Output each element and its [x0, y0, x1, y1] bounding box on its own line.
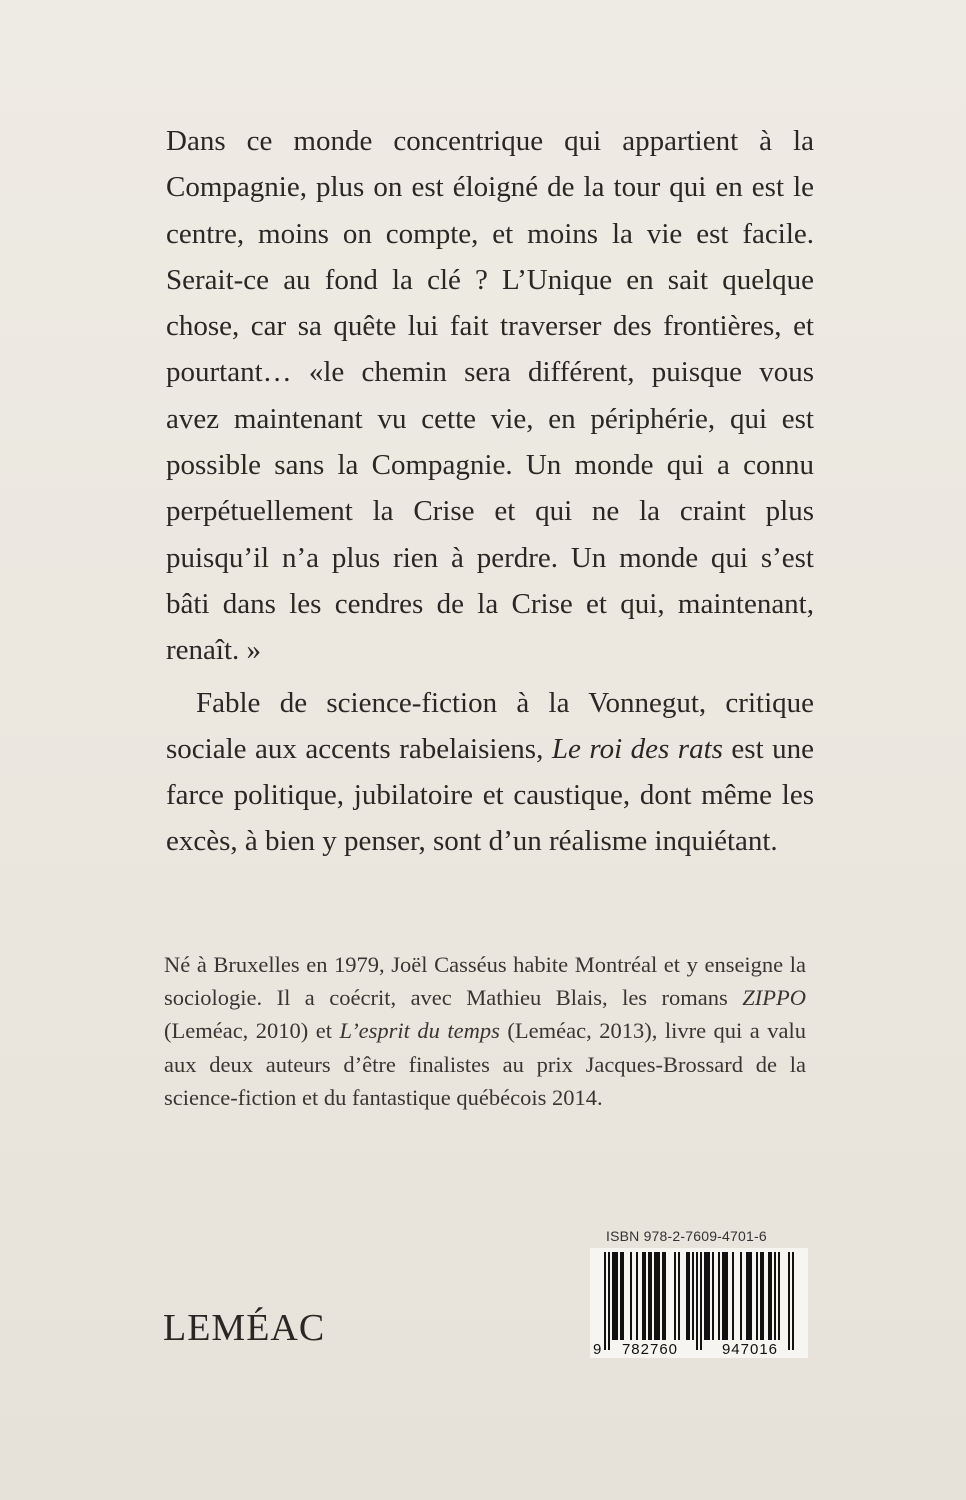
barcode-bar: [792, 1252, 794, 1350]
barcode-bar: [724, 1252, 726, 1340]
blurb-paragraph-2-end: est une farce politique, jubilatoire et caustique, dont même les excès, à bien y penser, sont d’un réalisme inquiétant.: [166, 732, 815, 858]
barcode-bar: [664, 1252, 666, 1340]
barcode-bar: [722, 1252, 724, 1340]
barcode-bar: [608, 1252, 610, 1350]
barcode-bar: [616, 1252, 618, 1340]
blurb-paragraph-2: [166, 680, 814, 865]
barcode-bar: [750, 1252, 752, 1340]
barcode-bar: [788, 1252, 790, 1350]
barcode-bar: [704, 1252, 706, 1340]
bio-part-3: (Leméac, 2013), livre qui a valu aux deux auteurs d’être finalistes au prix Jacques-Brossard de la science-fiction et du fantastique québécois 2014.: [164, 1018, 806, 1110]
barcode-bar: [688, 1252, 690, 1340]
bio-part-2: (Leméac, 2010) et: [164, 1018, 340, 1044]
isbn-label: ISBN 978-2-7609-4701-6: [606, 1228, 767, 1244]
barcode-bar: [622, 1252, 624, 1340]
barcode-bar: [644, 1252, 646, 1340]
barcode-graphic: [590, 1248, 808, 1358]
barcode-bar: [656, 1252, 658, 1340]
barcode-bar: [658, 1252, 660, 1340]
bio-part-1: Né à Bruxelles en 1979, Joël Casséus habite Montréal et y enseigne la sociologie. Il a coécrit, avec Mathieu Blais, les romans: [164, 952, 806, 1011]
barcode-bar: [692, 1252, 694, 1340]
barcode-bar: [662, 1252, 664, 1340]
barcode-bar: [650, 1252, 652, 1340]
barcode-bar: [712, 1252, 714, 1340]
publisher-logo: LEMÉAC: [163, 1307, 326, 1349]
barcode-bar: [642, 1252, 644, 1340]
blurb: [166, 118, 814, 865]
barcode-bar: [740, 1252, 742, 1340]
blurb-paragraph-1: Dans ce monde concentrique qui appartient à la Compagnie, plus on est éloigné de la tour qui en est le centre, moins on compte, et moins la vie est facile. Serait-ce au fond la clé ? L’Unique en sait quelque chose, car sa quête lui fait traverser des frontières, et pourtant… «le chemin sera différent, puisque vous avez maintenant vu cette vie, en périphérie, qui est possible sans la Compagnie. Un monde qui a connu perpétuellement la Crise et qui ne la craint plus puisqu’il n’a plus rien à perdre. Un monde qui s’est bâti dans les cendres de la Crise et qui, maintenant, renaît. »: [166, 125, 814, 667]
barcode-bar: [768, 1252, 770, 1340]
barcode: [590, 1248, 808, 1358]
barcode-bar: [700, 1252, 702, 1350]
barcode-bar: [732, 1252, 734, 1340]
bio-title-esprit: L’esprit du temps: [339, 1018, 500, 1044]
barcode-bar: [614, 1252, 616, 1340]
barcode-bar: [774, 1252, 776, 1340]
barcode-bar: [770, 1252, 772, 1340]
barcode-bar: [746, 1252, 748, 1340]
barcode-bar: [748, 1252, 750, 1340]
barcode-bar: [678, 1252, 680, 1340]
author-bio-text: [164, 948, 806, 1114]
blurb-paragraph-2-start: Fable de science-fiction à la Vonnegut, critique sociale aux accents rabelaisiens,: [166, 686, 814, 765]
barcode-bar: [778, 1252, 780, 1340]
barcode-bar: [686, 1252, 688, 1340]
barcode-bar: [648, 1252, 650, 1340]
barcode-bar: [760, 1252, 762, 1340]
barcode-bar: [604, 1252, 606, 1350]
barcode-bar: [636, 1252, 638, 1340]
book-title: Le roi des rats: [551, 732, 723, 765]
barcode-bar: [612, 1252, 614, 1340]
barcode-bar: [654, 1252, 656, 1340]
author-bio: [164, 948, 806, 1114]
barcode-bar: [718, 1252, 720, 1340]
barcode-bar: [674, 1252, 676, 1340]
bio-title-zippo: ZIPPO: [742, 985, 806, 1011]
barcode-bar: [706, 1252, 708, 1340]
barcode-bar: [630, 1252, 632, 1340]
barcode-bar: [756, 1252, 758, 1340]
barcode-left-digits: 782760: [621, 1341, 679, 1358]
barcode-right-digits: 947016: [721, 1341, 779, 1358]
barcode-bar: [708, 1252, 710, 1340]
barcode-bar: [696, 1252, 698, 1350]
barcode-bar: [726, 1252, 728, 1340]
barcode-bar: [762, 1252, 764, 1340]
barcode-first-digit: 9: [593, 1341, 602, 1358]
barcode-bar: [620, 1252, 622, 1340]
